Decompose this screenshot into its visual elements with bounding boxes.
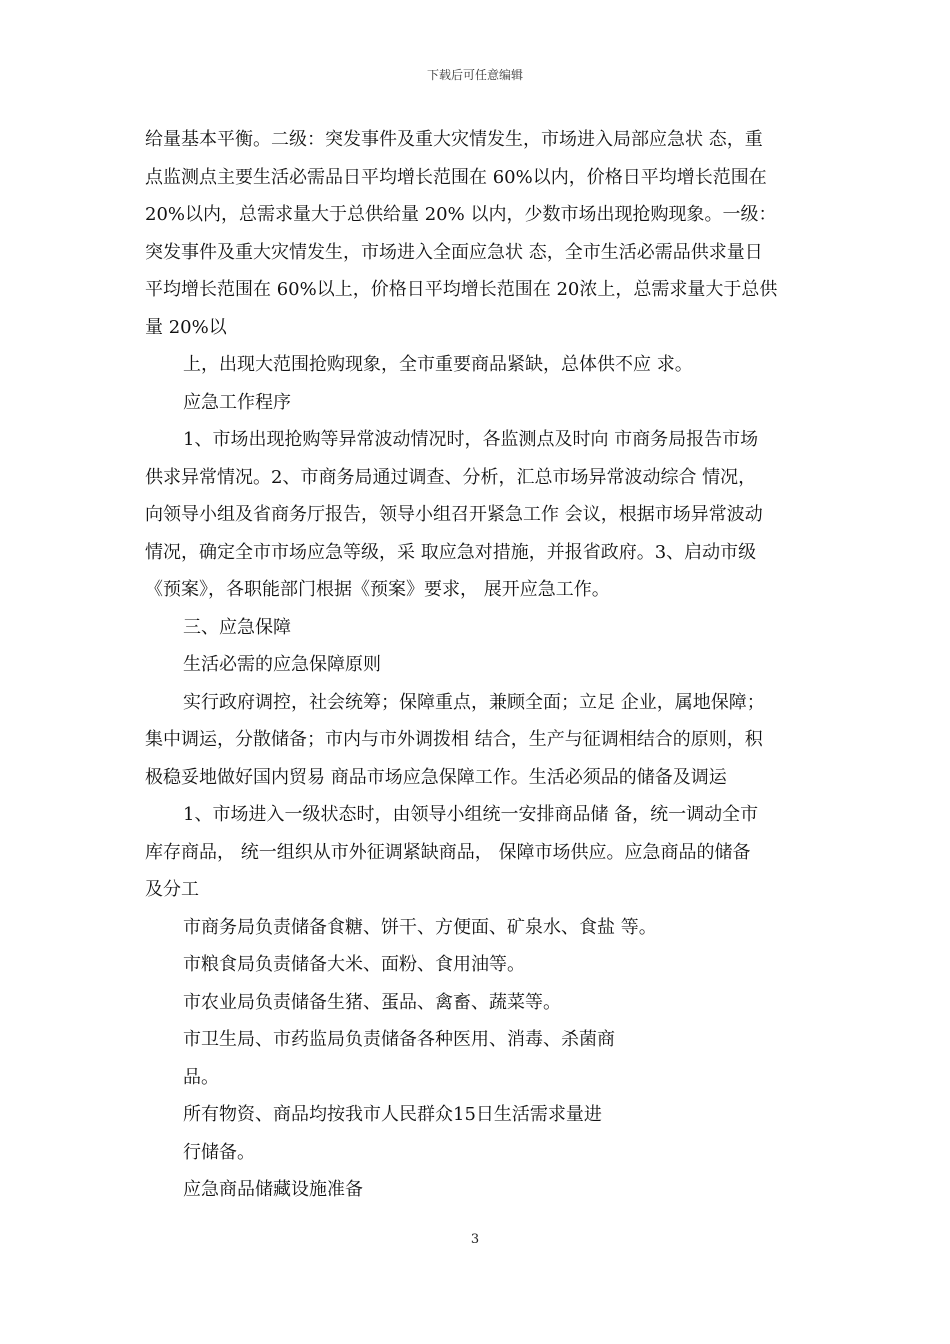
- body-line: 1、市场进入一级状态时，由领导小组统一安排商品储 备，统一调动全市: [183, 804, 759, 825]
- body-line: 平均增长范围在 60%以上，价格日平均增长范围在 20浓上，总需求量大于总供: [145, 279, 778, 300]
- body-line: 供求异常情况。2、市商务局通过调查、分析，汇总市场异常波动综合 情况，: [145, 466, 757, 488]
- body-line: 市卫生局、市药监局负责储备各种医用、消毒、杀菌商: [183, 1029, 615, 1050]
- body-line: 实行政府调控，社会统筹；保障重点，兼顾全面；立足 企业，属地保障；: [183, 691, 765, 713]
- body-line: 集中调运，分散储备；市内与市外调拨相 结合，生产与征调相结合的原则，积: [145, 729, 763, 750]
- body-line: 市农业局负责储备生猪、蛋品、禽畜、蔬菜等。: [183, 991, 561, 1013]
- page-number: 3: [470, 1232, 480, 1247]
- body-line: 情况，确定全市市场应急等级，采 取应急对措施，并报省政府。3、启动市级: [145, 541, 757, 563]
- body-line: 1、市场出现抢购等异常波动情况时，各监测点及时向 市商务局报告市场: [183, 429, 759, 450]
- body-line: 行储备。: [183, 1141, 255, 1163]
- page-header: 下载后可任意编辑: [426, 68, 523, 82]
- body-line: 量 20%以: [145, 316, 227, 338]
- body-line: 向领导小组及省商务厅报告，领导小组召开紧急工作 会议，根据市场异常波动: [145, 504, 763, 525]
- body-line: 突发事件及重大灾情发生，市场进入全面应急状 态，全市生活必需品供求量日: [145, 241, 763, 263]
- body-line: 品。: [183, 1066, 219, 1088]
- body-line: 及分工: [145, 879, 199, 900]
- section-heading: 三、应急保障: [183, 616, 291, 638]
- section-heading: 应急商品储藏设施准备: [183, 1179, 363, 1200]
- body-line: 所有物资、商品均按我市人民群众15日生活需求量进: [183, 1104, 602, 1125]
- body-line: 20%以内，总需求量大于总供给量 20% 以内，少数市场出现抢购现象。一级：: [145, 204, 777, 225]
- body-line: 市商务局负责储备食糖、饼干、方便面、矿泉水、食盐 等。: [183, 916, 657, 938]
- document-body: [145, 121, 810, 1209]
- body-line: 市粮食局负责储备大米、面粉、食用油等。: [183, 954, 525, 975]
- section-heading: 生活必需的应急保障原则: [183, 654, 381, 675]
- body-line: 上，出现大范围抢购现象，全市重要商品紧缺，总体供不应 求。: [183, 354, 693, 375]
- section-heading: 应急工作程序: [183, 391, 291, 413]
- body-line: 库存商品， 统一组织从市外征调紧缺商品， 保障市场供应。应急商品的储备: [145, 841, 751, 863]
- body-line: 给量基本平衡。二级：突发事件及重大灾情发生，市场进入局部应急状 态，重: [145, 129, 763, 150]
- body-line: 《预案》，各职能部门根据《预案》要求， 展开应急工作。: [145, 579, 610, 600]
- body-line: 点监测点主要生活必需品日平均增长范围在 60%以内，价格日平均增长范围在: [145, 166, 767, 188]
- body-line: 极稳妥地做好国内贸易 商品市场应急保障工作。生活必须品的储备及调运: [145, 766, 727, 788]
